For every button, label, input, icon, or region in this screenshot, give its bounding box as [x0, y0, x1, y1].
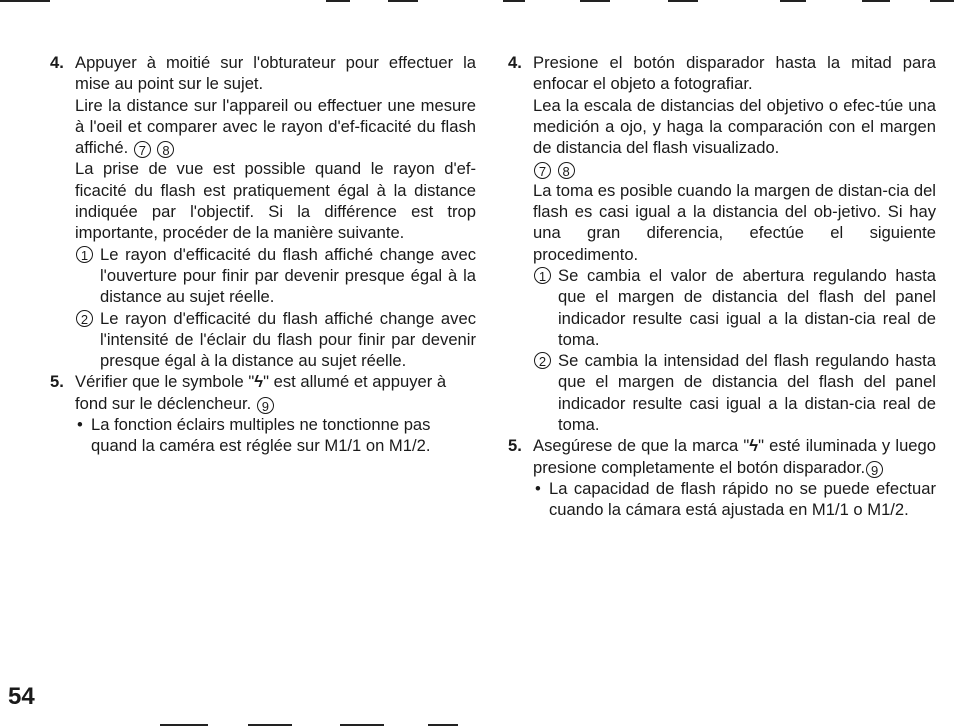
bullet-text: La fonction éclairs multiples ne tonctionne pas quand la caméra est réglée sur M1/1 on M1/2. — [91, 415, 431, 456]
step-text: Lire la distance sur l'appareil ou effectuer une mesure à l'oeil et comparer avec le rayon d'ef-ficacité du flash affiché. 7 8 — [75, 95, 476, 159]
step-number: 5. — [50, 372, 64, 392]
reference-2: 2 — [76, 310, 93, 327]
top-rule — [580, 0, 610, 2]
step-number: 5. — [508, 436, 522, 456]
bullet-icon: • — [535, 478, 541, 498]
step-5-es — [508, 435, 936, 520]
substep-text: Se cambia el valor de abertura regulando hasta que el margen de distancia del flash del panel indicador resulte casi igual a la distan-cia real de toma. — [558, 265, 936, 349]
french-column — [50, 52, 476, 457]
bullet-item — [533, 478, 936, 521]
substep-2 — [75, 308, 476, 372]
reference-2: 2 — [534, 352, 551, 369]
spanish-column — [508, 52, 936, 521]
bottom-rule — [160, 724, 208, 726]
top-rule — [780, 0, 806, 2]
substep-text: Se cambia la intensidad del flash regulando hasta que el margen de distancia del flash del panel indicador resulte casi igual a la distan-cia real de toma. — [558, 351, 936, 435]
step-text: Vérifier que le symbole "ϟ" est allumé et appuyer à fond sur le déclencheur. 9 — [75, 372, 447, 414]
substep-text: Le rayon d'efficacité du flash affiché change avec l'intensité de l'éclair du flash pour finir par devenir presque égal à la distance au sujet réelle. — [100, 308, 476, 371]
bottom-rule — [428, 724, 458, 726]
top-rule — [0, 0, 50, 2]
step-text: La prise de vue est possible quand le rayon d'ef-ficacité du flash est pratiquement égal à la distance indiquée par l'objectif. Si la différence est trop importante, procéder de la manière suivante. — [75, 159, 476, 243]
bottom-rule — [248, 724, 292, 726]
bottom-rule — [340, 724, 384, 726]
reference-1: 1 — [76, 246, 93, 263]
step-4-fr — [50, 52, 476, 371]
substep-1 — [75, 244, 476, 308]
flash-symbol-icon: ϟ — [254, 372, 264, 392]
bullet-item — [75, 414, 476, 457]
step-text: Lea la escala de distancias del objetivo o efec-túe una medición a ojo, y haga la comparación con el margen de distancia del flash visualizado. 7 8 — [533, 95, 936, 180]
top-rule — [930, 0, 954, 2]
page-number: 54 — [8, 683, 35, 710]
reference-8: 8 — [558, 162, 575, 179]
top-rule — [388, 0, 418, 2]
step-text: Appuyer à moitié sur l'obturateur pour effectuer la mise au point sur le sujet. — [75, 53, 476, 94]
flash-symbol-icon: ϟ — [749, 436, 759, 456]
top-rule — [862, 0, 890, 2]
substep-2 — [533, 350, 936, 435]
reference-8: 8 — [157, 141, 174, 158]
top-rule — [326, 0, 350, 2]
step-number: 4. — [508, 53, 522, 72]
reference-9: 9 — [257, 397, 274, 414]
substep-1 — [533, 265, 936, 350]
reference-9: 9 — [866, 461, 883, 478]
reference-7: 7 — [134, 141, 151, 158]
step-5-fr — [50, 371, 476, 456]
top-rule — [668, 0, 698, 2]
bullet-icon: • — [77, 415, 83, 435]
reference-1: 1 — [534, 267, 551, 284]
step-4-es — [508, 52, 936, 435]
step-text: Presione el botón disparador hasta la mitad para enfocar el objeto a fotografiar. — [533, 53, 936, 94]
step-number: 4. — [50, 53, 64, 72]
top-rule — [503, 0, 525, 2]
bullet-text: La capacidad de flash rápido no se puede efectuar cuando la cámara está ajustada en M1/1 o M1/2. — [549, 478, 936, 520]
step-text: Asegúrese de que la marca "ϟ" esté iluminada y luego presione completamente el botón disparador. 9 — [533, 436, 936, 478]
substep-text: Le rayon d'efficacité du flash affiché change avec l'ouverture pour finir par devenir presque égal à la distance au sujet réelle. — [100, 244, 476, 307]
step-text: La toma es posible cuando la margen de distan-cia del flash es casi igual a la distancia del ob-jetivo. Si hay una gran diferencia, efectúe el siguiente procedimento. — [533, 180, 936, 264]
reference-7: 7 — [534, 162, 551, 179]
